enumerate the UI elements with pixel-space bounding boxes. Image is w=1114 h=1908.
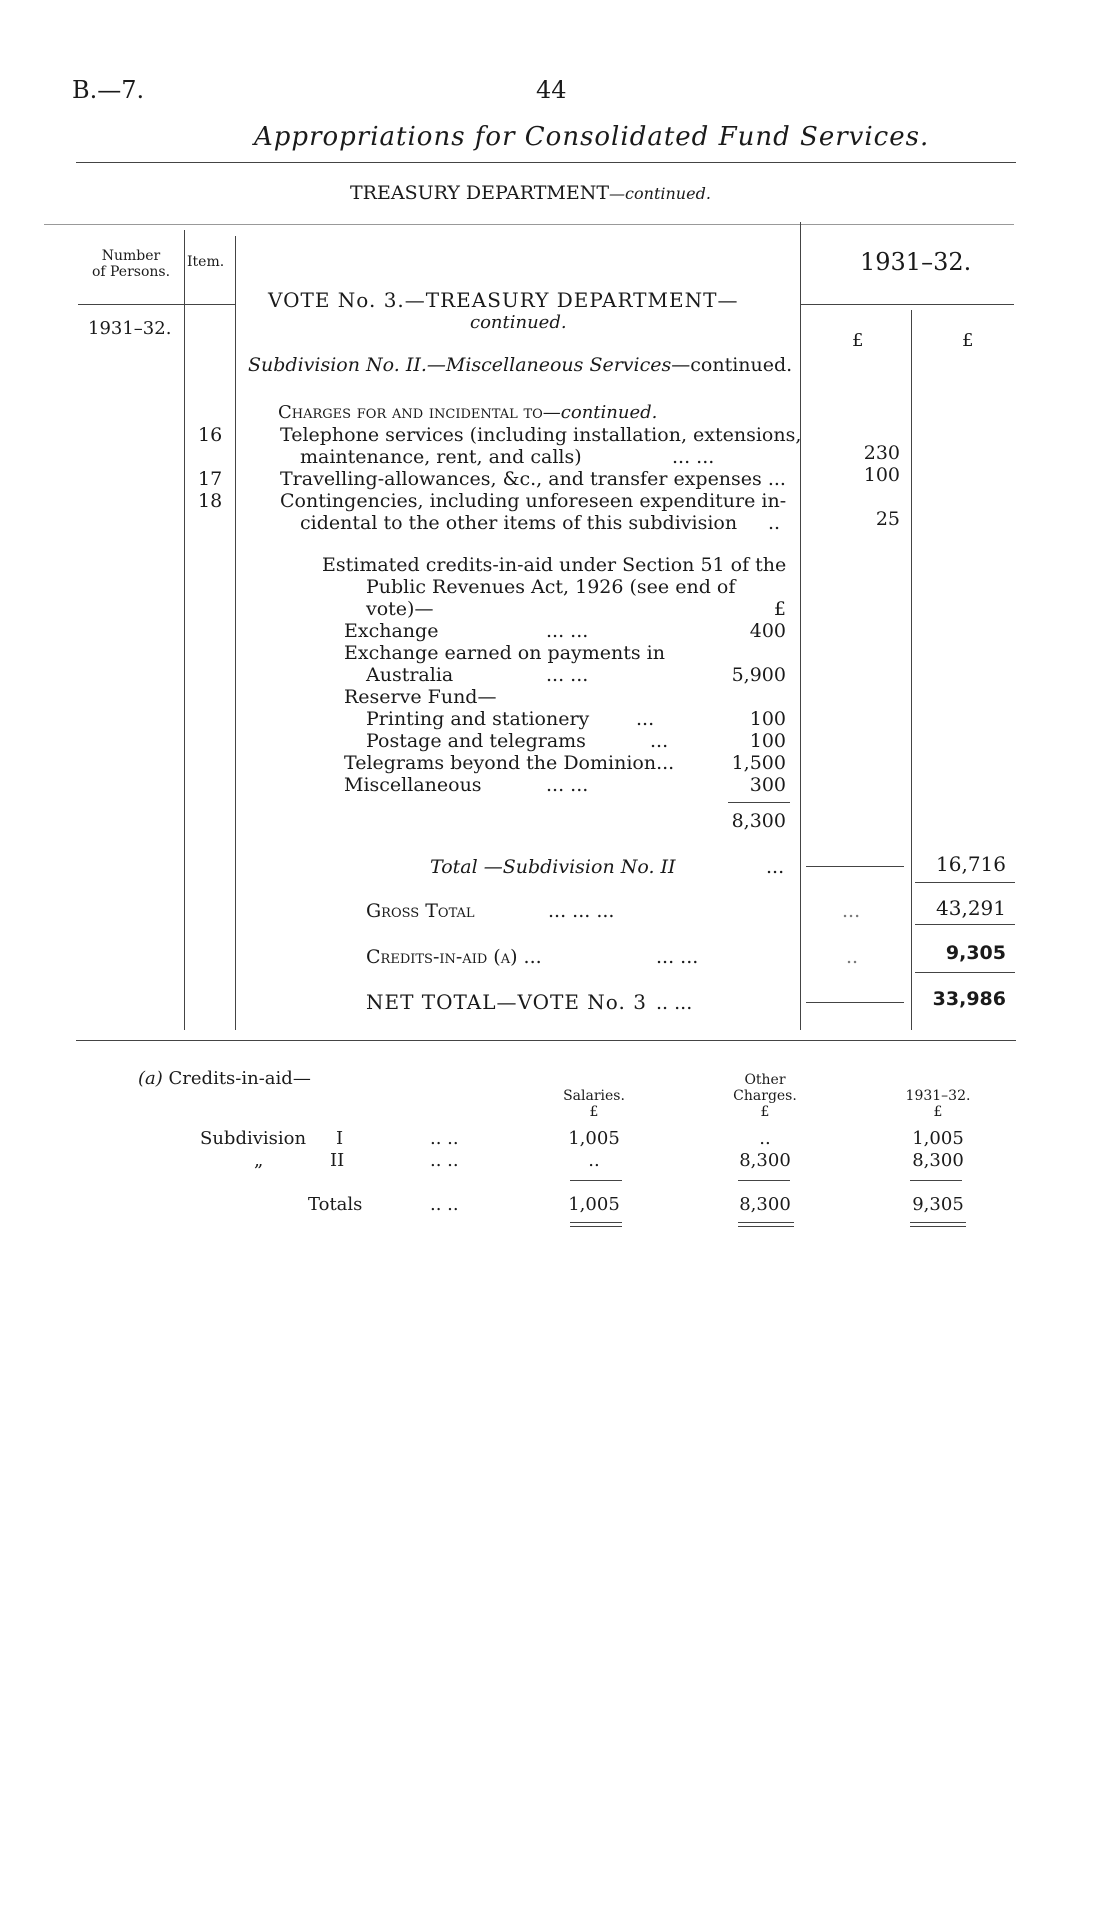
credits-in-aid-mid-dots: .. — [846, 946, 859, 968]
footnote-double-rule-year — [910, 1222, 966, 1223]
footnote-title — [138, 1068, 311, 1089]
persons-header-line1: Number — [101, 248, 161, 264]
charges-label: Charges for and incidental to — [278, 402, 543, 423]
page-title: Appropriations for Consolidated Fund Services. — [254, 122, 930, 152]
item-number: 17 — [198, 468, 223, 490]
gross-total-mid-dots: ... — [842, 900, 861, 922]
footnote-title-text: Credits-in-aid— — [168, 1068, 311, 1089]
footnote-row-salaries: 1,005 — [568, 1128, 620, 1149]
subdivision-total-dash — [806, 866, 904, 867]
footnote-col-salaries: Salaries. — [563, 1088, 625, 1104]
footnote-row-roman: I — [336, 1128, 344, 1149]
footnote-marker: (a) — [138, 1068, 163, 1089]
vote-heading-continued: continued. — [470, 312, 567, 333]
credits-in-aid-label: Credits-in-aid (a) ... — [366, 946, 542, 968]
footnote-double-rule-other-2 — [738, 1226, 794, 1227]
persons-header-rule — [78, 304, 235, 305]
department-name: TREASURY DEPARTMENT — [350, 182, 610, 204]
net-total-dots: .. ... — [656, 992, 693, 1014]
footnote-pound-other: £ — [760, 1104, 770, 1120]
persons-header-line2: of Persons. — [91, 264, 171, 280]
gross-total-dots: ... ... ... — [548, 900, 615, 922]
footnote-row-roman: II — [330, 1150, 345, 1171]
footnote-row-dots: .. .. — [430, 1150, 459, 1171]
credit-label: Exchange earned on payments in — [344, 642, 665, 664]
footnote-row-ditto: „ — [254, 1150, 264, 1171]
persons-column-rule — [184, 230, 185, 1030]
footnote-col-other-line1: Other — [744, 1072, 786, 1088]
item-amount: 230 — [863, 442, 900, 464]
year-column-header: 1931–32. — [860, 248, 972, 276]
credit-leader-dots: ... — [650, 730, 669, 752]
credits-sum-rule — [728, 802, 790, 803]
net-total-label: NET TOTAL—VOTE No. 3 — [366, 990, 647, 1014]
item-column-rule — [235, 236, 236, 1030]
net-total-amount: 33,986 — [932, 988, 1006, 1010]
table-bottom-rule — [76, 1040, 1016, 1041]
credit-label: Printing and stationery — [366, 708, 590, 730]
footnote-row-year: 1,005 — [912, 1128, 964, 1149]
footnote-double-rule-year-2 — [910, 1226, 966, 1227]
credit-label: Miscellaneous — [344, 774, 482, 796]
footnote-pound-year: £ — [933, 1104, 943, 1120]
table-top-rule — [44, 224, 1014, 225]
gross-total-rule — [915, 924, 1015, 925]
footnote-sum-rule-salaries — [570, 1180, 622, 1181]
footnote-double-rule-other — [738, 1222, 794, 1223]
charges-continued: —continued. — [542, 402, 658, 423]
footnote-col-other-line2: Charges. — [733, 1088, 797, 1104]
footnote-row-salaries: .. — [588, 1150, 600, 1171]
credit-amount: 100 — [749, 730, 786, 752]
department-continued: —continued. — [609, 184, 711, 203]
credits-in-aid-amount: 9,305 — [945, 942, 1006, 964]
item-number: 18 — [198, 490, 223, 512]
item-leader-dots: .. — [768, 512, 781, 534]
credits-intro-line1: Estimated credits-in-aid under Section 51 of the — [322, 554, 787, 576]
credits-intro-line2: Public Revenues Act, 1926 (see end of — [366, 576, 736, 598]
credit-label: Reserve Fund— — [344, 686, 497, 708]
net-total-dash — [806, 1002, 904, 1003]
item-description: Telephone services (including installation, extensions, — [280, 424, 802, 446]
footnote-col-year: 1931–32. — [905, 1088, 971, 1104]
item-description: Travelling-allowances, &c., and transfer expenses ... — [280, 468, 786, 490]
vote-heading: VOTE No. 3.—TREASURY DEPARTMENT— — [268, 288, 739, 312]
credit-amount: 1,500 — [731, 752, 786, 774]
credit-leader-dots: ... ... — [546, 664, 589, 686]
footnote-totals-other: 8,300 — [739, 1194, 791, 1215]
footnote-pound-salaries: £ — [589, 1104, 599, 1120]
subdivision-total-dots: ... — [766, 856, 785, 878]
persons-column-header — [84, 248, 178, 280]
charges-heading — [278, 402, 657, 423]
footnote-sum-rule-other — [738, 1180, 790, 1181]
pound-sign-right: £ — [962, 330, 974, 351]
subdivision-label: Subdivision No. II.—Miscellaneous Services — [248, 354, 672, 376]
footnote-totals-label: Totals — [308, 1194, 363, 1215]
credits-total: 8,300 — [731, 810, 786, 832]
footnote-row-other: 8,300 — [739, 1150, 791, 1171]
credits-pound-sign: £ — [773, 598, 786, 620]
title-rule — [76, 162, 1016, 163]
subdivision-heading — [248, 354, 792, 376]
item-leader-dots: ... ... — [672, 446, 715, 468]
subdivision-total-rule — [915, 882, 1015, 883]
subdivision-continued: —continued. — [671, 354, 793, 376]
gross-total-label: Gross Total — [366, 900, 475, 922]
credit-label: Telegrams beyond the Dominion... — [344, 752, 675, 774]
footnote-row-dots: .. .. — [430, 1128, 459, 1149]
item-amount: 100 — [863, 464, 900, 486]
credit-amount: 5,900 — [731, 664, 786, 686]
credit-amount: 400 — [749, 620, 786, 642]
credit-leader-dots: ... ... — [546, 774, 589, 796]
footnote-totals-salaries: 1,005 — [568, 1194, 620, 1215]
footnote-row-label: Subdivision — [200, 1128, 307, 1149]
footnote-totals-dots: .. .. — [430, 1194, 459, 1215]
footnote-row-other: .. — [759, 1128, 771, 1149]
item-description-cont: maintenance, rent, and calls) — [300, 446, 582, 468]
persons-year-label: 1931–32. — [88, 318, 172, 339]
credit-label: Exchange — [344, 620, 439, 642]
department-heading — [350, 182, 711, 204]
footnote-sum-rule-year — [910, 1180, 962, 1181]
footnote-row-year: 8,300 — [912, 1150, 964, 1171]
item-column-header: Item. — [187, 254, 225, 270]
subdivision-total-amount: 16,716 — [936, 852, 1006, 876]
item-description-cont: cidental to the other items of this subdivision — [300, 512, 738, 534]
credit-label: Postage and telegrams — [366, 730, 586, 752]
item-description: Contingencies, including unforeseen expenditure in- — [280, 490, 787, 512]
footnote-double-rule-salaries-2 — [570, 1226, 622, 1227]
item-number: 16 — [198, 424, 223, 446]
credit-leader-dots: ... ... — [546, 620, 589, 642]
credits-intro-line3: vote)— — [366, 598, 434, 620]
amount-column-rule — [800, 222, 801, 1030]
page-number: 44 — [536, 76, 567, 104]
year-header-rule — [800, 304, 1014, 305]
credit-label: Australia — [366, 664, 454, 686]
footnote-double-rule-salaries — [570, 1222, 622, 1223]
credits-in-aid-dots: ... ... — [656, 946, 699, 968]
pound-sign-left: £ — [852, 330, 864, 351]
credit-amount: 100 — [749, 708, 786, 730]
credit-leader-dots: ... — [636, 708, 655, 730]
credit-amount: 300 — [749, 774, 786, 796]
credits-in-aid-rule — [915, 972, 1015, 973]
footnote-totals-year: 9,305 — [912, 1194, 964, 1215]
amount-inner-rule — [911, 310, 912, 1030]
subdivision-total-label: Total —Subdivision No. II — [430, 856, 676, 878]
gross-total-amount: 43,291 — [936, 896, 1006, 920]
document-reference: B.—7. — [72, 76, 145, 104]
item-amount: 25 — [875, 508, 900, 530]
